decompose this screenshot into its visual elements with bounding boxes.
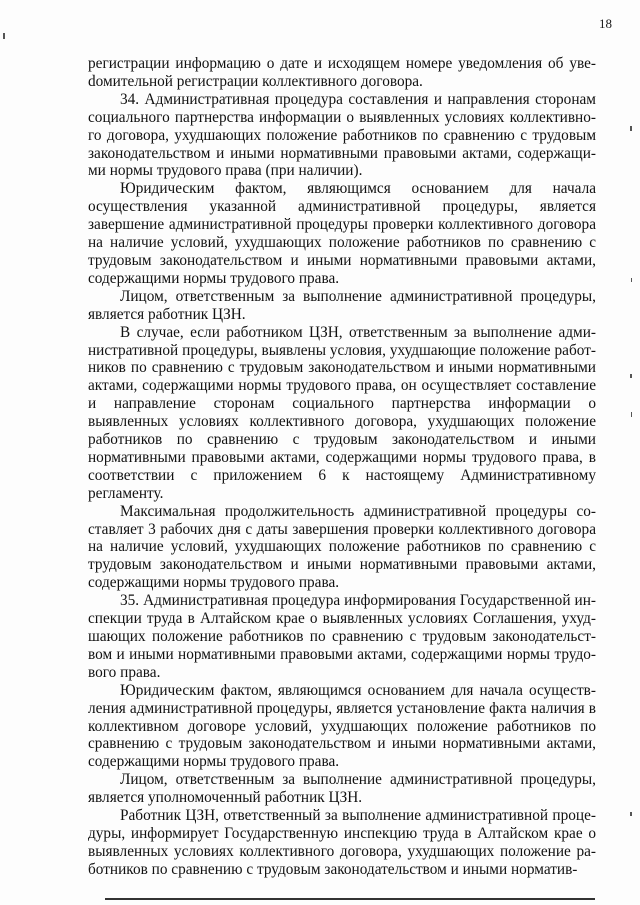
paragraph-item-35: 35. Административная процедура информирования Государственной инспекции труда в Алтайском крае о выявленных условиях Соглашения, ухудшающих положение работников по сравнению с трудовым законодательством и иными нормативными правовыми актами, содержащими нормы трудового права. [88,592,596,681]
paragraph-responsible-35: Лицом, ответственным за выполнение административной процедуры, является уполномоченный работник ЦЗН. [88,771,596,807]
paragraph-duration-34: Максимальная продолжительность административной процедуры составляет 3 рабочих дня с даты завершения проверки коллективного договора на наличие условий, ухудшающих положение работников по сравнению с трудовым законодательством и иными нормативными правовыми актами, содержащими нормы трудового права. [88,502,596,592]
scan-mark-right [630,126,632,131]
scan-mark-left [3,33,5,39]
paragraph-procedure-34: В случае, если работником ЦЗН, ответственным за выполнение административной процедуры, выявлены условия, ухудшающие положение работников по сравнению с трудовым законодательством и иными нормативными актами, содержащими нормы трудового права, он осуществляет составление и направление сторонам социального партнерства информации о выявленных условиях коллективного договора, ухудшающих положение работников по сравнению с трудовым законодательством и иными нормативными правовыми актами, содержащими нормы трудового права, в соответствии с приложением 6 к настоящему Административному регламенту. [88,323,596,502]
scan-mark-right [631,278,632,282]
scan-mark-right [631,412,632,417]
paragraph-item-34: 34. Административная процедура составления и направления сторонам социального партнерства информации о выявленных условиях коллективного договора, ухудшающих положение работников по сравнению с трудовым законодательством и иными нормативными правовыми актами, содержащими нормы трудового права (при наличии). [88,90,596,180]
paragraph-legal-basis-35: Юридическим фактом, являющимся основанием для начала осуществления административной процедуры, является установление факта наличия в коллективном договоре условий, ухудшающих положение работников по сравнению с трудовым законодательством и иными нормативными актами, содержащими нормы трудового права. [88,681,596,771]
paragraph-continuation: регистрации информацию о дате и исходящем номере уведомления об увеdомительной регистрации коллективного договора. [88,55,596,90]
paragraph-responsible-34: Лицом, ответственным за выполнение административной процедуры, является работник ЦЗН. [88,287,596,323]
scan-mark-right [630,374,632,378]
paragraph-procedure-35: Работник ЦЗН, ответственный за выполнение административной процедуры, информирует Государственную инспекцию труда в Алтайском крае о выявленных условиях коллективного договора, ухудшающих положение работников по сравнению с трудовым законодательством и иными норматив- [88,807,596,878]
paragraph-legal-basis-34: Юридическим фактом, являющимся основанием для начала осуществления указанной административной процедуры, является завершение административной процедуры проверки коллективного договора на наличие условий, ухудшающих положение работников по сравнению с трудовым законодательством и иными нормативными правовыми актами, содержащими нормы трудового права. [88,180,596,287]
document-body [88,55,596,879]
bottom-edge-line [105,898,595,900]
page-number: 18 [599,16,612,31]
scan-mark-right [630,812,632,816]
